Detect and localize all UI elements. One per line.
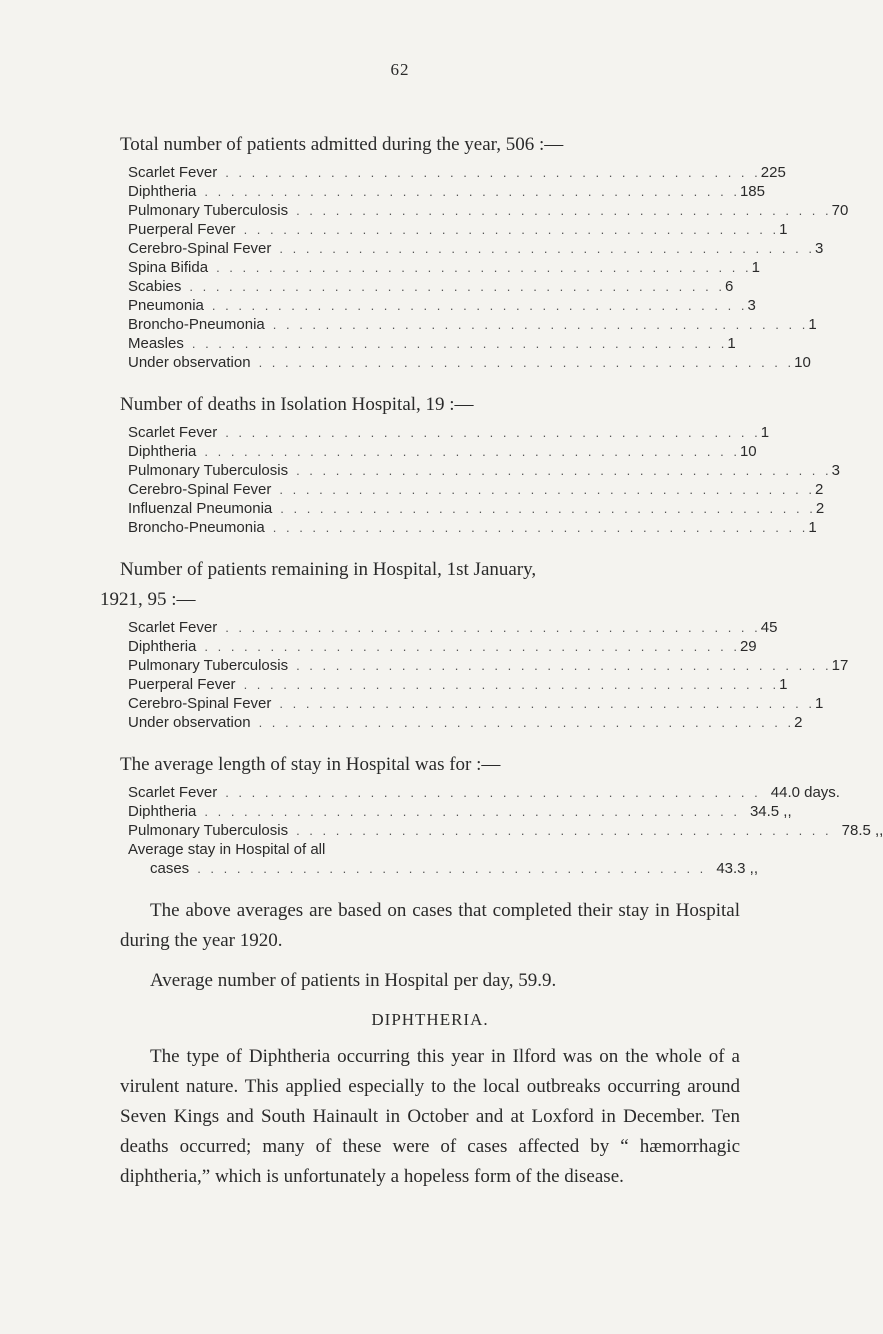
remaining-section — [100, 555, 849, 732]
stay-all-cases-line2 — [128, 859, 759, 878]
row-value: 1 — [779, 676, 788, 693]
leader-dots: . . . . . . . . . . . . . . . . . . . . . . . . . . . . . . . . . . . . . . . . . — [279, 482, 815, 497]
leader-dots: . . . . . . . . . . . . . . . . . . . . . . . . . . . . . . . . . . . . . . . . . — [272, 520, 809, 535]
row-label: Diphtheria — [128, 183, 197, 200]
table-row — [128, 182, 765, 201]
leader-dots: . . . . . . . . . . . . . . . . . . . . . . . . . . . . . . . . . . . . . . . . . — [204, 444, 740, 459]
leader-dots: . . . . . . . . . . . . . . . . . . . . . . . . . . . . . . . . . . . . . . . . . — [296, 463, 832, 478]
row-value: 29 — [739, 638, 757, 655]
table-row — [128, 675, 788, 694]
leader-dots: . . . . . . . . . . . . . . . . . . . . . . . . . . . . . . . . . . . . . . . . . — [258, 355, 795, 370]
row-value: 225 — [760, 164, 786, 181]
stay-all-cases-line1 — [128, 840, 598, 859]
diphtheria-paragraph: The type of Diphtheria occurring this year in Ilford was on the whole of a virulent nature. This applied especially to the local outbreaks occurring around Seven Kings and South Hainault in October and at Loxford in December. Ten deaths occurred; many of these were of cases affected by “ hæmorrhagic diphtheria,” which is unfortunately a hopeless form of the disease. — [120, 1046, 740, 1187]
leader-dots: . . . . . . . . . . . . . . . . . . . . . . . . . . . . . . . . . . . . . . . . . — [204, 804, 740, 819]
table-row — [128, 258, 760, 277]
leader-dots: . . . . . . . . . . . . . . . . . . . . . . . . . . . . . . . . . . . . . . . . . — [258, 715, 795, 730]
leader-dots: . . . . . . . . . . . . . . . . . . . . . . . . . . . . . . . . . . . . . . . . . — [204, 184, 740, 199]
leader-dots: . . . . . . . . . . . . . . . . . . . . . . . . . . . . . . . . . . . . . . . . . — [225, 785, 761, 800]
row-value: 1 — [808, 316, 817, 333]
row-value: 185 — [739, 183, 765, 200]
admitted-table — [128, 163, 849, 372]
row-label: Puerperal Fever — [128, 221, 236, 238]
deaths-table — [128, 423, 840, 537]
stay-table — [128, 783, 883, 878]
page-content — [100, 130, 883, 1192]
remaining-heading-line2: 1921, 95 :— — [100, 589, 196, 610]
diphtheria-title: DIPHTHERIA. — [371, 1010, 489, 1029]
row-value: 1 — [808, 519, 817, 536]
row-value: 1 — [727, 335, 736, 352]
leader-dots: . . . . . . . . . . . . . . . . . . . . . . . . . . . . . . . . . . . . . . . . . — [279, 241, 815, 256]
leader-dots: . . . . . . . . . . . . . . . . . . . . . . . . . . . . . . . . . . . . . . . . . — [216, 260, 752, 275]
admitted-section — [120, 130, 849, 372]
row-value: 3 — [814, 240, 824, 257]
table-row — [128, 518, 817, 537]
table-row — [128, 163, 786, 182]
leader-dots: . . . . . . . . . . . . . . . . . . . . . . . . . . . . . . . . . . . . . . . . . — [243, 222, 780, 237]
table-row — [128, 821, 883, 840]
table-row — [128, 618, 778, 637]
row-value: 6 — [724, 278, 734, 295]
row-value: 2 — [815, 500, 825, 517]
row-label: Pulmonary Tuberculosis — [128, 462, 289, 479]
table-row — [128, 713, 803, 732]
table-row — [128, 239, 824, 258]
row-label: Broncho-Pneumonia — [128, 316, 265, 333]
leader-dots: . . . . . . . . . . . . . . . . . . . . . . . . . . . . . . . . . . . . . . . . . — [204, 639, 740, 654]
row-label: Scarlet Fever — [128, 619, 218, 636]
page-number: 62 — [390, 60, 410, 79]
row-label: Pneumonia — [128, 297, 204, 314]
avg-number-paragraph: Average number of patients in Hospital per day, 59.9. — [150, 970, 557, 991]
stay-section — [120, 750, 883, 878]
row-label: Diphtheria — [128, 638, 197, 655]
leader-dots: . . . . . . . . . . . . . . . . . . . . . . . . . . . . . . . . . . . . . . . . . — [296, 658, 832, 673]
row-value: 34.5 ,, — [749, 803, 792, 820]
row-label: Pulmonary Tuberculosis — [128, 657, 289, 674]
row-label: Scarlet Fever — [128, 424, 218, 441]
row-value: 10 — [739, 443, 757, 460]
row-value: 10 — [794, 354, 811, 371]
row-label: Broncho-Pneumonia — [128, 519, 265, 536]
stay-all-cases-value: 43.3 ,, — [716, 860, 759, 877]
admitted-heading: Total number of patients admitted during the year, 506 :— — [120, 134, 564, 155]
row-value: 2 — [794, 714, 803, 731]
table-row — [128, 277, 734, 296]
row-value: 17 — [831, 657, 849, 674]
table-row — [128, 442, 757, 461]
row-value: 70 — [831, 202, 849, 219]
row-label: Diphtheria — [128, 803, 197, 820]
row-label: Puerperal Fever — [128, 676, 236, 693]
deaths-heading: Number of deaths in Isolation Hospital, 19 :— — [120, 394, 474, 415]
row-label: Diphtheria — [128, 443, 197, 460]
table-row — [128, 201, 849, 220]
row-value: 78.5 ,, — [841, 822, 883, 839]
leader-dots: . . . . . . . . . . . . . . . . . . . . . . . . . . . . . . . . . . . . . . . . . — [243, 677, 780, 692]
row-value: 1 — [760, 424, 770, 441]
row-value: 3 — [831, 462, 840, 479]
row-value: 44.0 days. — [770, 784, 840, 801]
averages-paragraph: The above averages are based on cases that completed their stay in Hospital during the year 1920. — [120, 900, 740, 951]
row-label: Under observation — [128, 714, 251, 731]
row-value: 45 — [760, 619, 778, 636]
leader-dots: . . . . . . . . . . . . . . . . . . . . . . . . . . . . . . . . . . . . . . . . . — [225, 165, 761, 180]
leader-dots: . . . . . . . . . . . . . . . . . . . . . . . . . . . . . . . . . . . . . . . . . — [211, 298, 748, 313]
row-label: Spina Bifida — [128, 259, 209, 276]
table-row — [128, 499, 825, 518]
table-row — [128, 461, 840, 480]
table-row — [128, 353, 811, 372]
leader-dots: . . . . . . . . . . . . . . . . . . . . . . . . . . . . . . . . . . . . . . . — [197, 861, 707, 876]
stay-all-cases-label1: Average stay in Hospital of all — [128, 841, 326, 858]
row-label: Pulmonary Tuberculosis — [128, 822, 289, 839]
table-row — [128, 334, 736, 353]
table-row — [128, 656, 849, 675]
row-label: Pulmonary Tuberculosis — [128, 202, 289, 219]
row-label: Scabies — [128, 278, 182, 295]
leader-dots: . . . . . . . . . . . . . . . . . . . . . . . . . . . . . . . . . . . . . . . . . — [296, 203, 832, 218]
row-value: 3 — [747, 297, 756, 314]
leader-dots: . . . . . . . . . . . . . . . . . . . . . . . . . . . . . . . . . . . . . . . . . — [191, 336, 728, 351]
leader-dots: . . . . . . . . . . . . . . . . . . . . . . . . . . . . . . . . . . . . . . . . . — [189, 279, 725, 294]
stay-heading: The average length of stay in Hospital was for :— — [120, 754, 501, 775]
leader-dots: . . . . . . . . . . . . . . . . . . . . . . . . . . . . . . . . . . . . . . . . . — [296, 823, 832, 838]
leader-dots: . . . . . . . . . . . . . . . . . . . . . . . . . . . . . . . . . . . . . . . . . — [225, 620, 761, 635]
table-row — [128, 637, 757, 656]
row-label: Measles — [128, 335, 184, 352]
deaths-section — [120, 390, 840, 537]
leader-dots: . . . . . . . . . . . . . . . . . . . . . . . . . . . . . . . . . . . . . . . . . — [272, 317, 809, 332]
table-row — [128, 694, 824, 713]
row-label: Scarlet Fever — [128, 164, 218, 181]
row-label: Cerebro-Spinal Fever — [128, 695, 272, 712]
table-row — [128, 423, 770, 442]
table-row — [128, 783, 840, 802]
row-label: Scarlet Fever — [128, 784, 218, 801]
leader-dots: . . . . . . . . . . . . . . . . . . . . . . . . . . . . . . . . . . . . . . . . . — [279, 696, 815, 711]
remaining-heading-line1: Number of patients remaining in Hospital, 1st January, — [120, 559, 537, 580]
stay-all-cases-label2: cases — [150, 860, 190, 877]
row-label: Cerebro-Spinal Fever — [128, 481, 272, 498]
stay-rows — [128, 783, 883, 840]
table-row — [128, 802, 792, 821]
remaining-table — [128, 618, 849, 732]
leader-dots: . . . . . . . . . . . . . . . . . . . . . . . . . . . . . . . . . . . . . . . . . — [280, 501, 816, 516]
row-value: 1 — [814, 695, 824, 712]
row-label: Influenzal Pneumonia — [128, 500, 273, 517]
row-label: Cerebro-Spinal Fever — [128, 240, 272, 257]
leader-dots: . . . . . . . . . . . . . . . . . . . . . . . . . . . . . . . . . . . . . . . . . — [225, 425, 761, 440]
table-row — [128, 315, 817, 334]
row-value: 1 — [751, 259, 760, 276]
table-row — [128, 480, 824, 499]
row-label: Under observation — [128, 354, 251, 371]
row-value: 1 — [779, 221, 788, 238]
table-row — [128, 296, 756, 315]
table-row — [128, 220, 788, 239]
row-value: 2 — [814, 481, 824, 498]
